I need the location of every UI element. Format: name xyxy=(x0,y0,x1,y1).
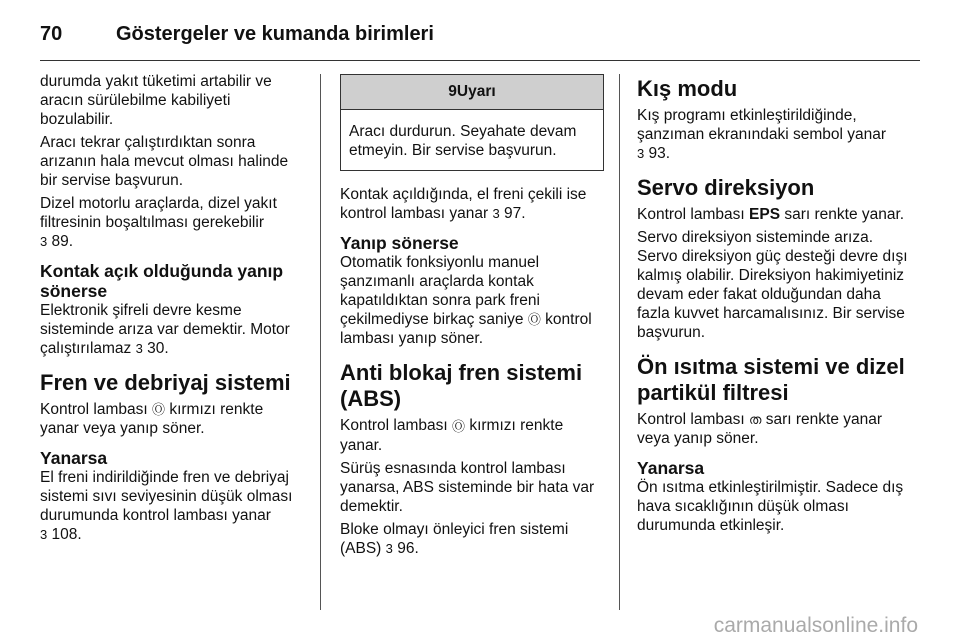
section-title: Kış modu xyxy=(637,76,738,101)
reference-arrow-icon: 3 xyxy=(135,341,143,356)
paragraph: Servo direksiyon sisteminde arıza. Servo direksiyon güç desteği devre dışı kalmış olabilir. Direksiyon hakimiyetiniz devam eder fakat olduğundan daha fazla kuvvet harcamalısınız. Bir servise başvurun. xyxy=(637,229,908,341)
warning-title: 9Uyarı xyxy=(341,75,603,110)
watermark: carmanualsonline.info xyxy=(713,614,918,637)
section-heading: Yanıp sönerse xyxy=(340,233,459,253)
page-reference[interactable]: 108. xyxy=(51,526,82,544)
paragraph: Aracı tekrar çalıştırdıktan sonra arızanın hala mevcut olması halinde bir servise başvurun. xyxy=(40,134,289,189)
warning-box xyxy=(340,74,604,171)
brake-warning-icon: Ⓞ xyxy=(527,312,541,328)
warning-icon: 9 xyxy=(448,83,457,100)
reference-arrow-icon: 3 xyxy=(637,146,645,161)
paragraph: Kontrol lambası Ⓞ kırmızı renkte yanar veya yanıp söner. xyxy=(40,401,264,438)
reference-arrow-icon: 3 xyxy=(40,234,48,249)
paragraph: Bloke olmayı önleyici fren sistemi (ABS) 3 96. xyxy=(340,520,569,557)
page-title: Göstergeler ve kumanda birimleri xyxy=(116,22,434,45)
section-title: Fren ve debriyaj sistemi xyxy=(40,370,291,395)
reference-arrow-icon: 3 xyxy=(40,527,48,543)
section-title: Servo direksiyon xyxy=(637,175,815,200)
page-reference[interactable]: 30. xyxy=(147,340,169,357)
header-rule xyxy=(40,60,920,61)
column-divider xyxy=(320,74,321,610)
column-right xyxy=(637,72,913,539)
brake-warning-icon: Ⓞ xyxy=(152,402,166,418)
paragraph: Dizel motorlu araçlarda, dizel yakıt filtresinin boşaltılması gerekebilir 3 89. xyxy=(40,195,277,250)
paragraph: Kontrol lambası EPS sarı renkte yanar. xyxy=(637,206,905,223)
section-title: Anti blokaj fren sistemi (ABS) xyxy=(340,360,583,412)
page-number: 70 xyxy=(40,22,63,45)
column-divider xyxy=(619,74,620,610)
section-heading: Yanarsa xyxy=(637,458,705,479)
column-middle xyxy=(340,72,604,562)
paragraph: Otomatik fonksiyonlu manuel şanzımanlı araçlarda kontak kapatıldıktan sonra park freni çekilmediyse birkaç saniye Ⓞ kontrol lambası yanıp söner. xyxy=(340,254,592,348)
page-reference[interactable]: 97. xyxy=(504,205,526,222)
paragraph: Kontak açıldığında, el freni çekili ise kontrol lambası yanar 3 97. xyxy=(340,186,587,222)
reference-arrow-icon: 3 xyxy=(492,206,500,221)
paragraph: El freni indirildiğinde fren ve debriyaj sistemi sıvı seviyesinin düşük olması durumunda kontrol lambası yanar 3 108. xyxy=(40,469,293,544)
glow-plug-icon: ത xyxy=(749,412,762,428)
page-header xyxy=(40,14,434,54)
section-heading: Yanarsa xyxy=(40,448,108,469)
eps-label: EPS xyxy=(749,206,781,223)
section-heading: Kontak açık olduğunda yanıp sönerse xyxy=(40,261,284,301)
warning-text: Aracı durdurun. Seyahate devam etmeyin. Bir servise başvurun. xyxy=(349,123,577,159)
paragraph: Kontrol lambası Ⓞ kırmızı renkte yanar. xyxy=(340,417,564,454)
paragraph: Kontrol lambası ത sarı renkte yanar veya yanıp söner. xyxy=(637,411,883,448)
section-title: Ön ısıtma sistemi ve dizel partikül filtresi xyxy=(637,354,905,405)
page-reference[interactable]: 96. xyxy=(397,539,419,557)
page-reference[interactable]: 89. xyxy=(51,233,74,250)
paragraph: Kış programı etkinleştirildiğinde, şanzıman ekranındaki sembol yanar 3 93. xyxy=(637,107,886,162)
reference-arrow-icon: 3 xyxy=(385,540,393,556)
paragraph: Ön ısıtma etkinleştirilmiştir. Sadece dış hava sıcaklığının düşük olması durumunda etkinleşir. xyxy=(637,479,904,535)
paragraph: Sürüş esnasında kontrol lambası yanarsa, ABS sisteminde bir hata var demektir. xyxy=(340,459,595,515)
paragraph: Elektronik şifreli devre kesme sisteminde arıza var demektir. Motor çalıştırılamaz 3 30. xyxy=(40,302,290,357)
paragraph: durumda yakıt tüketimi artabilir ve aracın sürülebilme kabiliyeti bozulabilir. xyxy=(40,73,272,128)
column-left xyxy=(40,72,306,548)
page-reference[interactable]: 93. xyxy=(648,145,671,162)
abs-warning-icon: Ⓞ xyxy=(452,418,466,434)
